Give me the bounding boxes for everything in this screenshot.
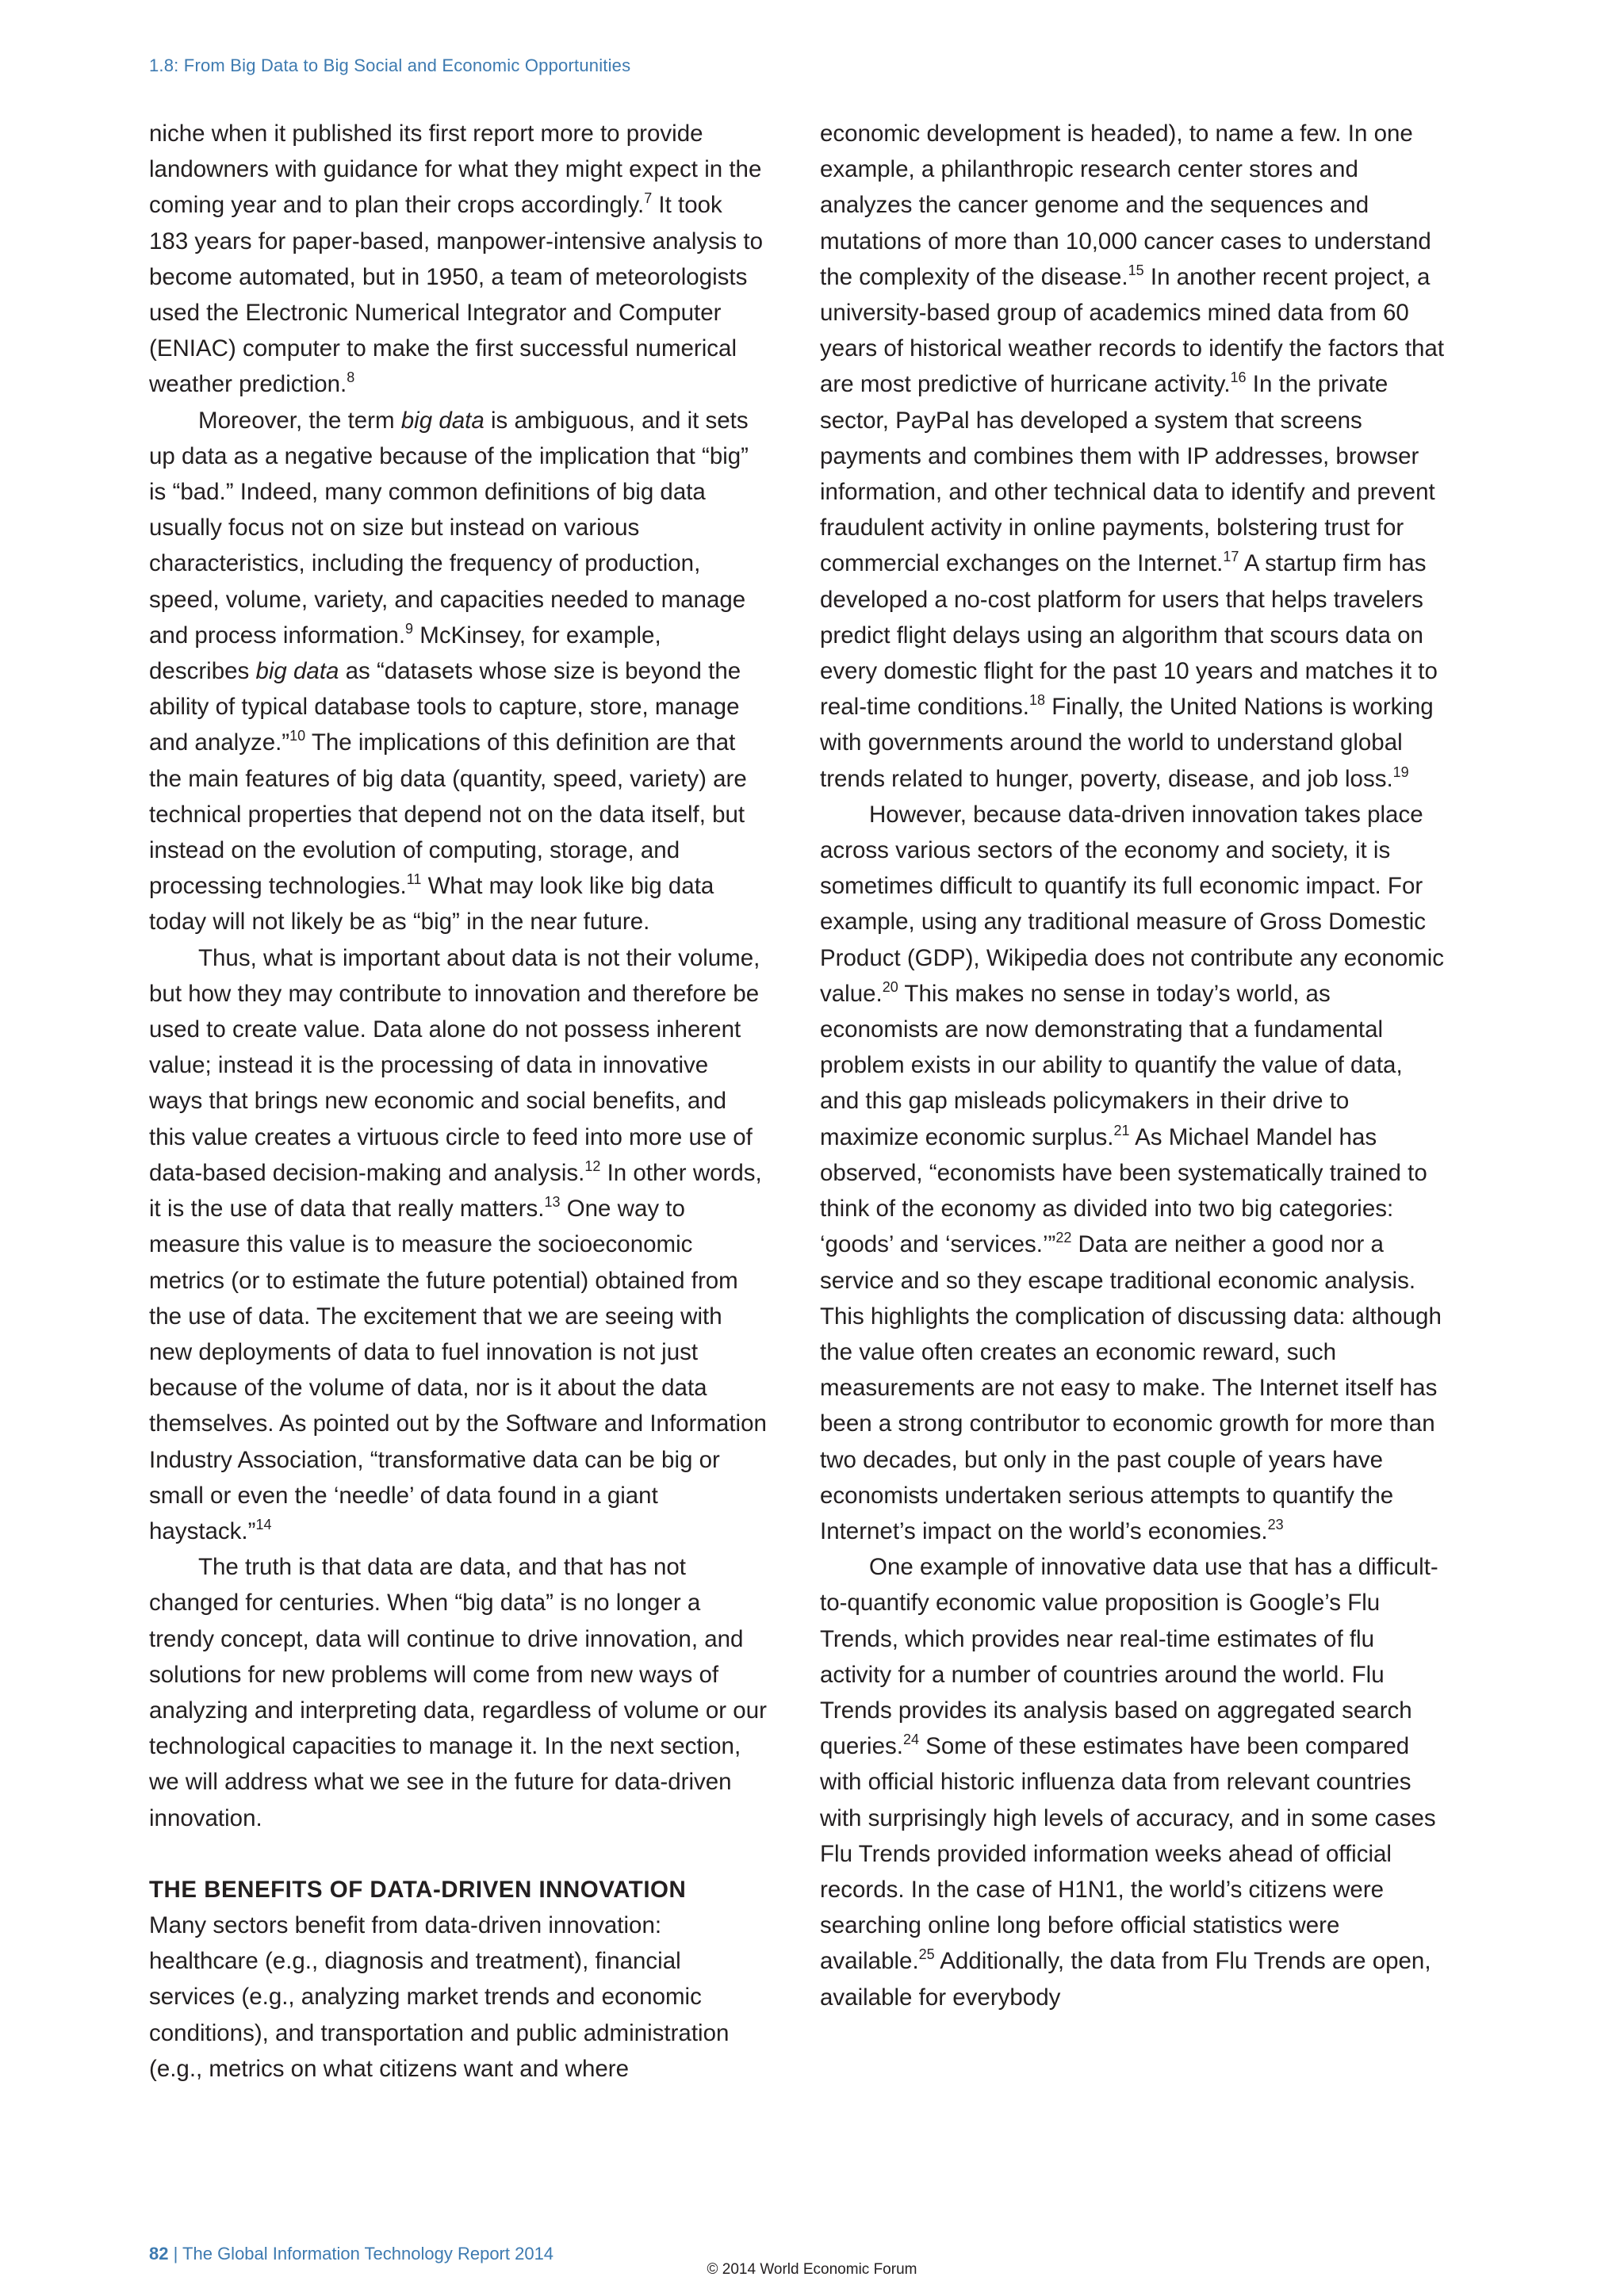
text: A startup firm has developed a no-cost platform for users that helps travelers predict flight delays using an algorithm that scours data on every domestic flight for the past 10 years and matches it to real-time conditions. <box>820 550 1438 721</box>
text: economic development is headed), to name a few. In one example, a philanthropic research center stores and analyzes the cancer genome and the sequences and mutations of more than 10,000 cancer cases to understand the complexity of the disease. <box>820 121 1431 290</box>
footnote-ref: 8 <box>347 369 355 386</box>
paragraph <box>149 116 768 403</box>
footnote-ref: 10 <box>289 728 306 744</box>
footnote-ref: 7 <box>644 190 653 207</box>
footnote-ref: 19 <box>1392 763 1409 780</box>
left-column <box>149 116 768 2087</box>
section-heading: THE BENEFITS OF DATA-DRIVEN INNOVATION <box>149 1876 687 1903</box>
paragraph <box>149 1549 768 1836</box>
text: is ambiguous, and it sets up data as a negative because of the implication that “big” is “bad.” Indeed, many common definitions of big data usually focus not on size but instead on various characteristics, including the frequency of production, speed, volume, variety, and capacities needed to manage and process information. <box>149 407 749 649</box>
text: In the private sector, PayPal has developed a system that screens payments and combines them with IP addresses, browser information, and other technical data to identify and prevent fraudulent activity in online payments, bolstering trust for commercial exchanges on the Internet. <box>820 371 1435 577</box>
footnote-ref: 16 <box>1230 369 1247 386</box>
text: niche when it published its first report more to provide landowners with guidance for what they might expect in the coming year and to plan their crops accordingly. <box>149 121 762 219</box>
text: In another recent project, a university-based group of academics mined data from 60 years of historical weather records to identify the factors that are most predictive of hurricane activity. <box>820 263 1445 398</box>
running-head: 1.8: From Big Data to Big Social and Economic Opportunities <box>149 55 631 75</box>
text: Moreover, the term <box>198 407 401 434</box>
text: This makes no sense in today’s world, as economists are now demonstrating that a fundamental problem exists in our ability to quantify the value of data, and this gap misleads policymakers in their drive to maximize economic surplus. <box>820 980 1403 1150</box>
page-number: 82 <box>149 2244 169 2263</box>
footnote-ref: 20 <box>882 978 898 995</box>
footnote-ref: 15 <box>1128 262 1144 278</box>
paragraph <box>820 797 1446 1549</box>
footnote-ref: 14 <box>255 1516 272 1533</box>
footnote-ref: 12 <box>584 1158 601 1174</box>
footnote-ref: 23 <box>1267 1516 1284 1533</box>
footnote-ref: 13 <box>544 1194 561 1211</box>
italic-term: big data <box>400 407 485 434</box>
text: Additionally, the data from Flu Trends are open, available for everybody <box>820 1948 1431 2011</box>
footnote-ref: 22 <box>1055 1230 1072 1246</box>
footnote-ref: 17 <box>1223 549 1239 565</box>
text: as “datasets whose size is beyond the ability of typical database tools to capture, store, manage and analyze.” <box>149 658 741 756</box>
footnote-ref: 24 <box>902 1732 919 1748</box>
footnote-ref: 9 <box>405 620 414 637</box>
text: One way to measure this value is to measure the socioeconomic metrics (or to estimate the future potential) obtained from the use of data. The excitement that we are seeing with new deployments of data to fuel innovation is not just because of the volume of data, nor is it about the data themselves. As pointed out by the Software and Information Industry Association, “transformative data can be big or small or even the ‘needle’ of data found in a giant haystack.” <box>149 1196 767 1544</box>
paragraph <box>149 1908 768 2087</box>
footnote-ref: 11 <box>406 871 422 888</box>
footnote-ref: 21 <box>1113 1122 1130 1138</box>
text: Thus, what is important about data is not their volume, but how they may contribute to innovation and therefore be used to create value. Data alone do not possess inherent value; instead it is the processing of data in innovative ways that brings new economic and social benefits, and this value creates a virtuous circle to feed into more use of data-based decision-making and analysis. <box>149 944 760 1186</box>
publication-title: The Global Information Technology Report 2014 <box>182 2244 554 2263</box>
text: Finally, the United Nations is working with governments around the world to understand global trends related to hunger, poverty, disease, and job loss. <box>820 694 1434 792</box>
paragraph <box>149 403 768 940</box>
footnote-ref: 18 <box>1028 692 1046 709</box>
paragraph <box>820 116 1446 797</box>
text: However, because data-driven innovation takes place across various sectors of the economy and society, it is sometimes difficult to quantify its full economic impact. For example, using any traditional measure of Gross Domestic Product (GDP), Wikipedia does not contribute any economic value. <box>820 801 1445 1007</box>
text: Some of these estimates have been compared with official historic influenza data from relevant countries with surprisingly high levels of accuracy, and in some cases Flu Trends provided information weeks ahead of official records. In the case of H1N1, the world’s citizens were searching online long before official statistics were available. <box>820 1733 1436 1975</box>
footnote-ref: 25 <box>918 1946 935 1963</box>
footer-separator: | <box>173 2244 178 2263</box>
text: One example of innovative data use that has a difficult-to-quantify economic value proposition is Google’s Flu Trends, which provides near real-time estimates of flu activity for a number of countries around the world. Flu Trends provides its analysis based on aggregated search queries. <box>820 1554 1438 1760</box>
text: The truth is that data are data, and that has not changed for centuries. When “big data” is no longer a trendy concept, data will continue to drive innovation, and solutions for new problems will come from new ways of analyzing and interpreting data, regardless of volume or our technological capacities to manage it. In the next section, we will address what we see in the future for data-driven innovation. <box>149 1554 767 1831</box>
text: Data are neither a good nor a service and so they escape traditional economic analysis. This highlights the complication of discussing data: although the value often creates an economic reward, such measurements are not easy to make. The Internet itself has been a strong contributor to economic growth for more than two decades, but only in the past couple of years have economists undertaken serious attempts to quantify the Internet’s impact on the world’s economies. <box>820 1231 1442 1544</box>
text: What may look like big data today will not likely be as “big” in the near future. <box>149 873 714 936</box>
paragraph <box>149 940 768 1549</box>
text: It took 183 years for paper-based, manpower-intensive analysis to become automated, but in 1950, a team of meteorologists used the Electronic Numerical Integrator and Computer (ENIAC) computer to make the first successful numerical weather prediction. <box>149 192 763 398</box>
paragraph <box>820 1549 1446 2015</box>
copyright-notice: © 2014 World Economic Forum <box>707 2261 917 2278</box>
text: The implications of this definition are that the main features of big data (quantity, speed, variety) are technical properties that depend not on the data itself, but instead on the evolution of computing, storage, and processing technologies. <box>149 729 747 900</box>
right-column <box>820 116 1446 2015</box>
text: As Michael Mandel has observed, “economists have been systematically trained to think of the economy as divided into two big categories: ‘goods’ and ‘services.’” <box>820 1123 1427 1258</box>
italic-term: big data <box>255 658 339 685</box>
text: In other words, it is the use of data that really matters. <box>149 1159 762 1223</box>
text: McKinsey, for example, describes <box>149 622 661 685</box>
text: Many sectors benefit from data-driven innovation: healthcare (e.g., diagnosis and treatment), financial services (e.g., analyzing market trends and economic conditions), and transportation and public administration (e.g., metrics on what citizens want and where <box>149 1911 730 2082</box>
